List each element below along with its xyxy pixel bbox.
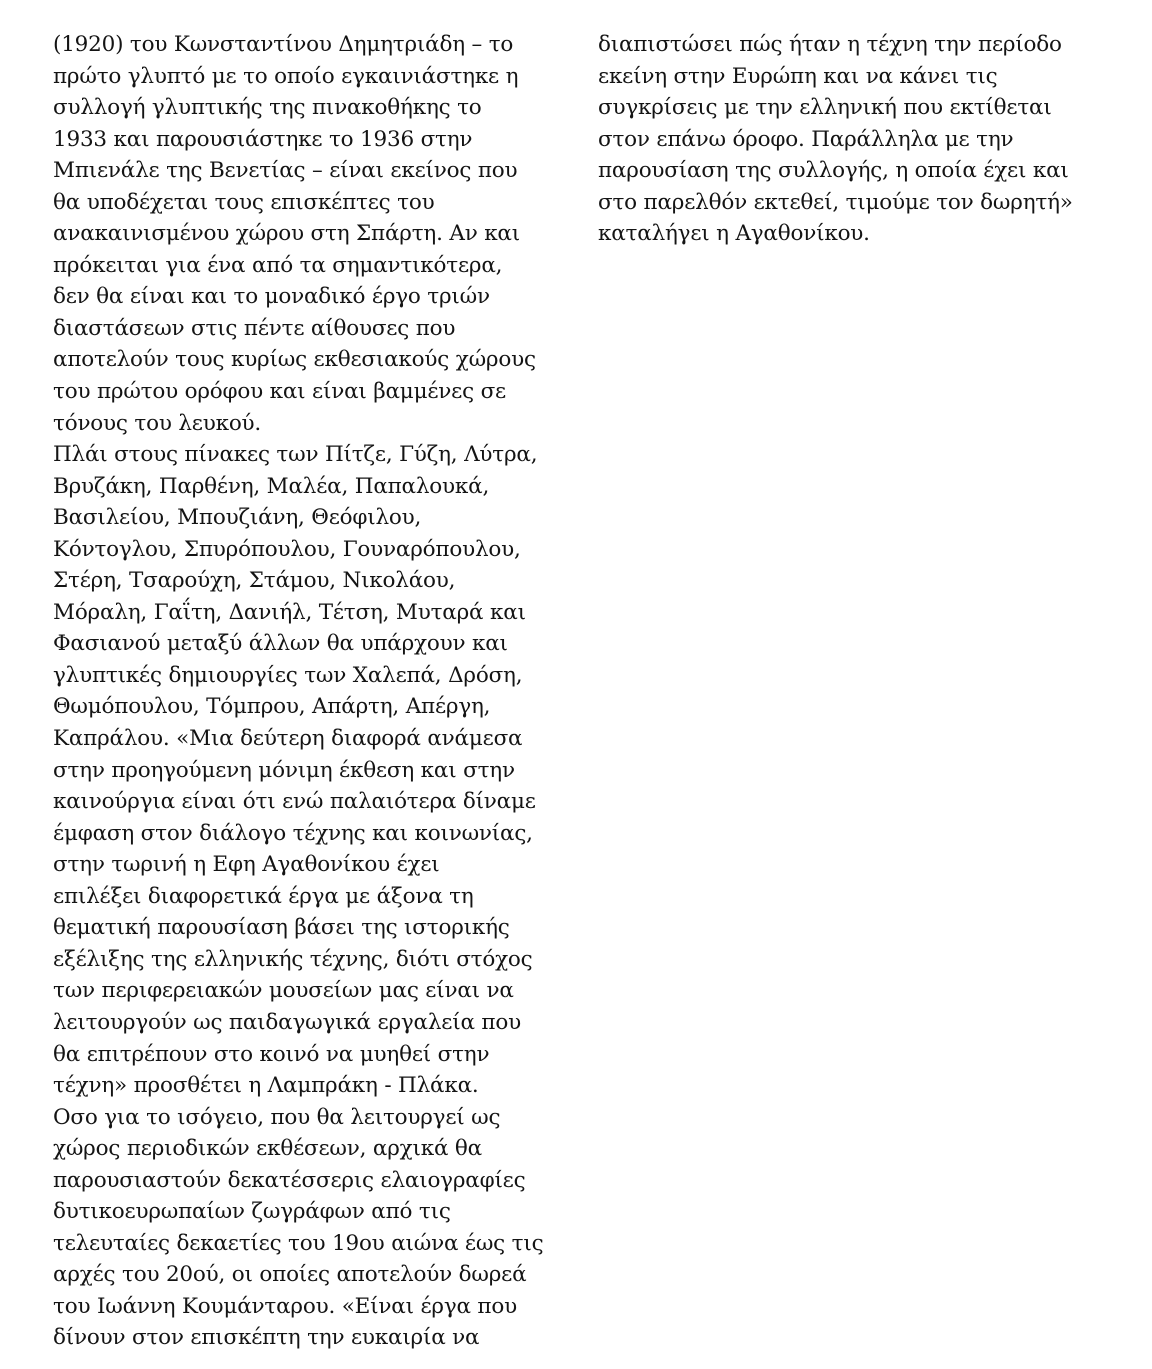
text-line: τέχνη» προσθέτει η Λαμπράκη - Πλάκα. — [53, 1073, 479, 1099]
text-line: στο παρελθόν εκτεθεί, τιμούμε τον δωρητή» — [598, 189, 1073, 215]
article-left-column — [53, 29, 583, 1354]
text-line: (1920) του Κωνσταντίνου Δημητριάδη – το — [53, 32, 514, 57]
text-line: δεν θα είναι και το μοναδικό έργο τριών — [53, 284, 490, 310]
text-line: πρόκειται για ένα από τα σημαντικότερα, — [53, 252, 503, 278]
text-line: ανακαινισμένου χώρου στη Σπάρτη. Αν και — [53, 221, 520, 247]
text-line: στην τωρινή η Εφη Αγαθονίκου έχει — [53, 852, 440, 878]
text-line: πρώτο γλυπτό με το οποίο εγκαινιάστηκε η — [53, 63, 519, 89]
text-line: λειτουργούν ως παιδαγωγικά εργαλεία που — [53, 1009, 521, 1035]
text-line: δυτικοευρωπαίων ζωγράφων από τις — [53, 1199, 451, 1225]
text-line: συλλογή γλυπτικής της πινακοθήκης το — [53, 95, 482, 121]
text-line: παρουσίαση της συλλογής, η οποία έχει και — [598, 158, 1069, 184]
text-line: Οσο για το ισόγειο, που θα λειτουργεί ως — [53, 1104, 501, 1130]
article-right-column — [598, 29, 1128, 250]
text-line: διαπιστώσει πώς ήταν η τέχνη την περίοδο — [598, 32, 1062, 57]
text-line: καταλήγει η Αγαθονίκου. — [598, 221, 870, 247]
text-line: παρουσιαστούν δεκατέσσερις ελαιογραφίες — [53, 1167, 526, 1193]
text-line: επιλέξει διαφορετικά έργα με άξονα τη — [53, 883, 474, 909]
text-line: Βρυζάκη, Παρθένη, Μαλέα, Παπαλουκά, — [53, 473, 490, 499]
text-line: έμφαση στον διάλογο τέχνης και κοινωνίας, — [53, 820, 533, 846]
text-line: τελευταίες δεκαετίες του 19ου αιώνα έως τις — [53, 1230, 544, 1256]
text-line: χώρος περιοδικών εκθέσεων, αρχικά θα — [53, 1136, 482, 1162]
text-line: του πρώτου ορόφου και είναι βαμμένες σε — [53, 379, 506, 405]
text-line: Κόντογλου, Σπυρόπουλου, Γουναρόπουλου, — [53, 536, 521, 562]
text-line: Θωμόπουλου, Τόμπρου, Απάρτη, Απέργη, — [53, 694, 491, 720]
text-line: δίνουν στον επισκέπτη την ευκαιρία να — [53, 1325, 480, 1351]
text-line: Φασιανού μεταξύ άλλων θα υπάρχουν και — [53, 631, 508, 657]
text-line: θα επιτρέπουν στο κοινό να μυηθεί στην — [53, 1041, 490, 1067]
text-line: συγκρίσεις με την ελληνική που εκτίθεται — [598, 95, 1052, 121]
text-line: Μπιενάλε της Βενετίας – είναι εκείνος που — [53, 158, 518, 184]
text-line: Πλάι στους πίνακες των Πίτζε, Γύζη, Λύτρα, — [53, 442, 538, 468]
text-line: Στέρη, Τσαρούχη, Στάμου, Νικολάου, — [53, 568, 456, 594]
text-line: εκείνη στην Ευρώπη και να κάνει τις — [598, 63, 998, 89]
text-line: Καπράλου. «Μια δεύτερη διαφορά ανάμεσα — [53, 726, 523, 752]
text-line: 1933 και παρουσιάστηκε το 1936 στην — [53, 126, 473, 152]
text-line: Μόραλη, Γαΐτη, Δανιήλ, Τέτση, Μυταρά και — [53, 599, 526, 625]
text-line: στον επάνω όροφο. Παράλληλα με την — [598, 126, 1014, 152]
text-line: αρχές του 20ού, οι οποίες αποτελούν δωρεά — [53, 1262, 527, 1288]
text-line: στην προηγούμενη μόνιμη έκθεση και στην — [53, 757, 515, 783]
text-line: εξέλιξης της ελληνικής τέχνης, διότι στόχος — [53, 946, 533, 972]
text-line: Βασιλείου, Μπουζιάνη, Θεόφιλου, — [53, 505, 422, 531]
text-line: αποτελούν τους κυρίως εκθεσιακούς χώρους — [53, 347, 536, 373]
text-line: τόνους του λευκού. — [53, 410, 262, 436]
text-line: θεματική παρουσίαση βάσει της ιστορικής — [53, 915, 510, 941]
text-line: του Ιωάννη Κουμάνταρου. «Είναι έργα που — [53, 1293, 517, 1319]
text-line: των περιφερειακών μουσείων μας είναι να — [53, 978, 514, 1004]
text-line: διαστάσεων στις πέντε αίθουσες που — [53, 315, 456, 341]
text-line: καινούργια είναι ότι ενώ παλαιότερα δίναμε — [53, 789, 536, 815]
text-line: γλυπτικές δημιουργίες των Χαλεπά, Δρόση, — [53, 662, 523, 688]
text-line: θα υποδέχεται τους επισκέπτες του — [53, 189, 435, 215]
